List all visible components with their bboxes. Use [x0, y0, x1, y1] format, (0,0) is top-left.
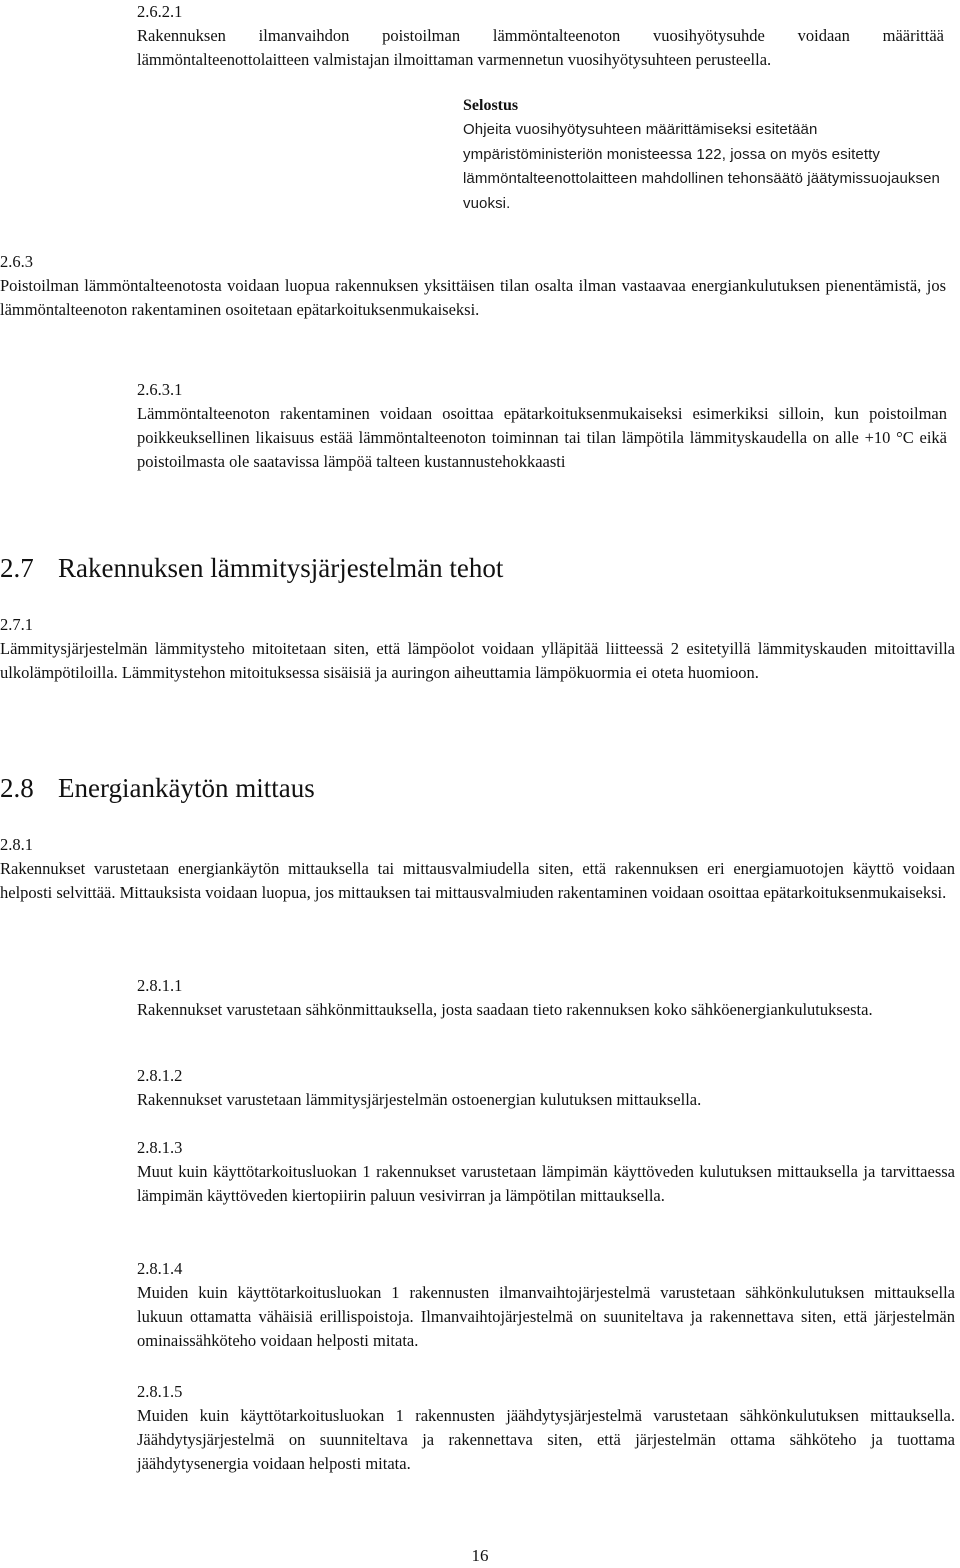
note-box: [463, 94, 950, 216]
section-2-8-1-2: [137, 1064, 955, 1112]
section-number: 2.8.1.4: [137, 1259, 183, 1278]
section-number: 2.6.3.1: [137, 380, 183, 399]
page-number: 16: [471, 1546, 489, 1565]
note-title: Selostus: [463, 97, 519, 114]
section-number: 2.8.1.1: [137, 976, 183, 995]
section-text: Rakennukset varustetaan sähkönmittauksella, josta saadaan tieto rakennuksen koko sähköenergiankulutuksesta.: [137, 1000, 873, 1019]
heading-2-8: [0, 772, 315, 804]
section-number: 2.8.1.3: [137, 1138, 183, 1157]
section-text: Muiden kuin käyttötarkoitusluokan 1 rakennusten jäähdytysjärjestelmä varustetaan sähkönkulutuksen mittauksella. Jäähdytysjärjestelmä on suunniteltava ja rakennettava siten, että järjestelmän ottama sähköteho ja tuottama jäähdytysenergia voidaan helposti mitata.: [137, 1406, 955, 1473]
section-2-8-1-5: [137, 1380, 955, 1476]
section-2-8-1-1: [137, 974, 955, 1022]
section-text: Lämmöntalteenoton rakentaminen voidaan osoittaa epätarkoituksenmukaiseksi esimerkiksi silloin, kun poistoilman poikkeuksellinen likaisuus estää lämmöntalteenoton toiminnan tai tilan lämpötila lämmityskaudella on alle +10 °C eikä poistoilmasta ole saatavissa lämpöä talteen kustannustehokkaasti: [137, 404, 947, 471]
section-2-8-1-3: [137, 1136, 955, 1208]
section-text: Lämmitysjärjestelmän lämmitysteho mitoitetaan siten, että lämpöolot voidaan ylläpitää liitteessä 2 esitetyillä lämmityskauden mitoittavilla ulkolämpötiloilla. Lämmitystehon mitoituksessa sisäisiä ja auringon aiheuttamia lämpökuormia ei oteta huomioon.: [0, 639, 955, 682]
section-number: 2.8.1: [0, 835, 33, 854]
section-number: 2.6.3: [0, 252, 33, 271]
note-text: Ohjeita vuosihyötysuhteen määrittämiseksi esitetään ympäristöministeriön monisteessa 122, jossa on myös esitetty lämmöntalteenottolaitteen mahdollinen tehonsäätö jäätymissuojauksen vuoksi.: [463, 121, 940, 212]
section-text: Rakennuksen ilmanvaihdon poistoilman lämmöntalteenoton vuosihyötysuhde voidaan määrittää lämmöntalteenottolaitteen valmistajan ilmoittaman varmennetun vuosihyötysuhteen perusteella.: [137, 26, 944, 69]
section-number: 2.8.1.2: [137, 1066, 183, 1085]
section-2-7-1: [0, 613, 955, 685]
heading-number: 2.7: [0, 553, 34, 583]
section-text: Muiden kuin käyttötarkoitusluokan 1 rakennusten ilmanvaihtojärjestelmä varustetaan sähkönkulutuksen mittauksella lukuun ottamatta vähäisiä erillispoistoja. Ilmanvaihtojärjestelmä on suuniteltava ja rakennettava siten, että järjestelmän ominaissähköteho voidaan helposti mitata.: [137, 1283, 955, 1350]
section-2-8-1: [0, 833, 955, 905]
section-number: 2.8.1.5: [137, 1382, 183, 1401]
section-text: Rakennukset varustetaan energiankäytön mittauksella tai mittausvalmiudella siten, että rakennuksen eri energiamuotojen käyttö voidaan helposti selvittää. Mittauksista voidaan luopua, jos mittauksen tai mittausvalmiuden rakentaminen voidaan osoittaa epätarkoituksenmukaiseksi.: [0, 859, 955, 902]
section-number: 2.7.1: [0, 615, 33, 634]
heading-2-7: [0, 552, 503, 584]
section-2-6-3-1: [137, 378, 947, 474]
section-text: Poistoilman lämmöntalteenotosta voidaan luopua rakennuksen yksittäisen tilan osalta ilman vastaavaa energiankulutuksen pienentämistä, jos lämmöntalteenoton rakentaminen osoitetaan epätarkoituksenmukaiseksi.: [0, 276, 946, 319]
heading-number: 2.8: [0, 773, 34, 803]
section-2-6-3: [0, 250, 946, 322]
section-2-8-1-4: [137, 1257, 955, 1353]
heading-title: Energiankäytön mittaus: [58, 773, 315, 803]
section-number: 2.6.2.1: [137, 2, 183, 21]
section-text: Rakennukset varustetaan lämmitysjärjestelmän ostoenergian kulutuksen mittauksella.: [137, 1090, 702, 1109]
heading-title: Rakennuksen lämmitysjärjestelmän tehot: [58, 553, 504, 583]
section-2-6-2-1: [137, 0, 944, 72]
section-text: Muut kuin käyttötarkoitusluokan 1 rakennukset varustetaan lämpimän käyttöveden kulutuksen mittauksella ja tarvittaessa lämpimän käyttöveden kiertopiirin paluun vesivirran ja lämpötilan mittauksella.: [137, 1162, 955, 1205]
